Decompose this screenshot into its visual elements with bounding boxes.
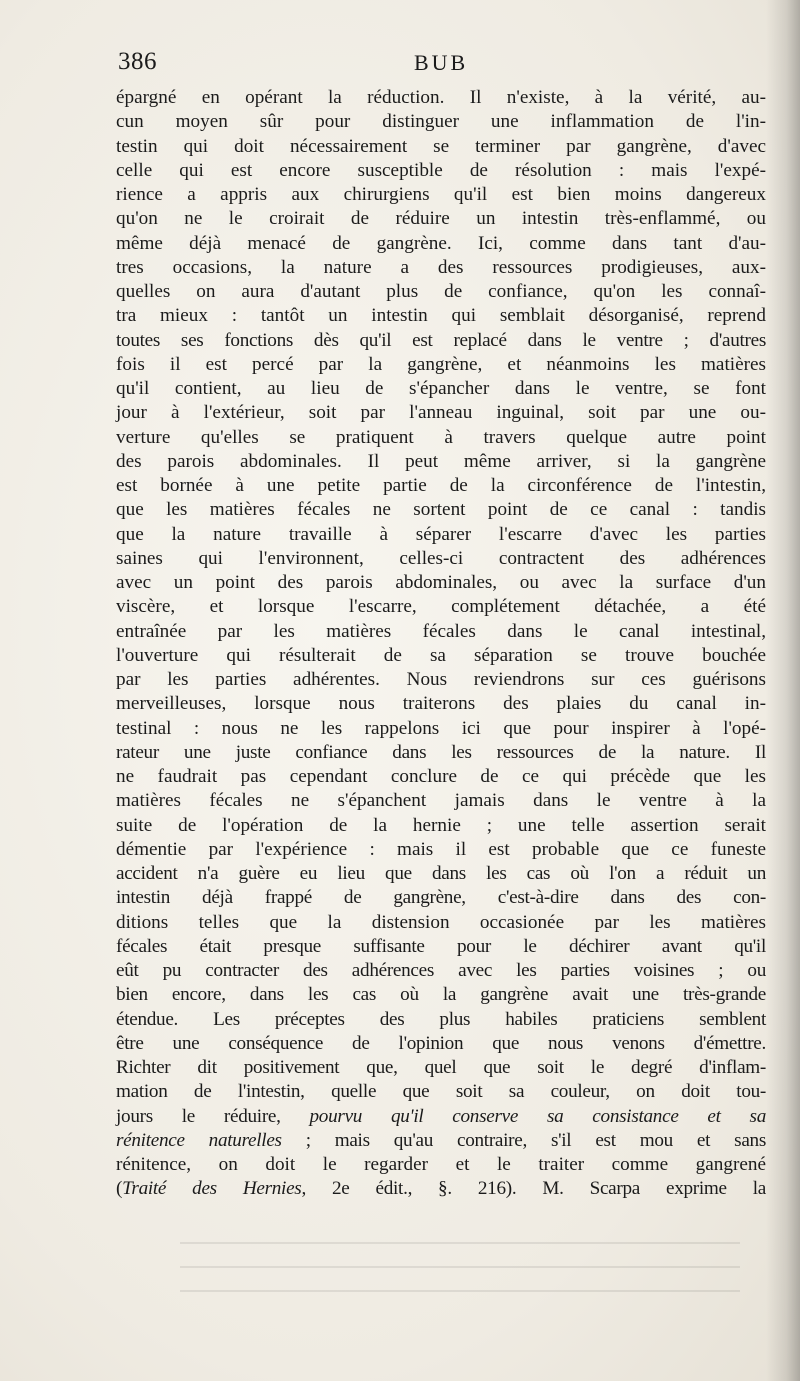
page-number: 386 xyxy=(118,48,157,75)
text-line: que la nature travaille à séparer l'escarre d'avec les parties xyxy=(116,523,766,545)
text-line: avec un point des parois abdominales, ou avec la surface d'un xyxy=(116,572,766,593)
body-text xyxy=(116,86,766,1202)
text-line: quelles on aura d'autant plus de confiance, qu'on les connaî- xyxy=(116,281,766,302)
text-line: démentie par l'expérience : mais il est probable que ce funeste xyxy=(116,838,766,860)
text-line xyxy=(116,1105,766,1129)
text-line: rénitence, on doit le regarder et le traiter comme gangrené xyxy=(116,1154,766,1175)
text-line: saines qui l'environnent, celles-ci contractent des adhérences xyxy=(116,547,766,569)
text-line: testin qui doit nécessairement se terminer par gangrène, d'avec xyxy=(116,135,766,157)
text-line xyxy=(116,1177,766,1201)
text-line: entraînée par les matières fécales dans le canal intestinal, xyxy=(116,620,766,642)
text-line: intestin déjà frappé de gangrène, c'est-à-dire dans des con- xyxy=(116,887,766,909)
text-line: celle qui est encore susceptible de résolution : mais l'expé- xyxy=(116,159,766,181)
italic-text: pourvu qu'il conserve sa consistance et sa xyxy=(309,1105,767,1127)
text-line: ne faudrait pas cependant conclure de ce qui précède que les xyxy=(116,766,766,787)
text-line: des parois abdominales. Il peut même arriver, si la gangrène xyxy=(116,450,766,472)
text-line: que les matières fécales ne sortent point de ce canal : tandis xyxy=(116,499,766,521)
text-line: Richter dit positivement que, quel que soit le degré d'inflam- xyxy=(116,1057,766,1078)
italic-text: rénitence naturelles xyxy=(116,1129,282,1151)
text-line: verture qu'elles se pratiquent à travers quelque autre point xyxy=(116,426,766,448)
text-line: rience a appris aux chirurgiens qu'il est bien moins dangereux xyxy=(116,184,766,205)
text-line: qu'on ne le croirait de réduire un intestin très-enflammé, ou xyxy=(116,208,766,230)
show-through-bleed xyxy=(180,1222,740,1292)
text-line: par les parties adhérentes. Nous reviendrons sur ces guérisons xyxy=(116,669,766,690)
text-line: toutes ses fonctions dès qu'il est replacé dans le ventre ; d'autres xyxy=(116,329,766,351)
text-line: suite de l'opération de la hernie ; une telle assertion serait xyxy=(116,814,766,836)
text-line: accident n'a guère eu lieu que dans les cas où l'on a réduit un xyxy=(116,863,766,884)
text-line: testinal : nous ne les rappelons ici que pour inspirer à l'opé- xyxy=(116,717,766,739)
text-line: ditions telles que la distension occasionée par les matières xyxy=(116,911,766,933)
line-text: jours le réduire, xyxy=(116,1105,310,1127)
text-line: cun moyen sûr pour distinguer une inflammation de l'in- xyxy=(116,111,766,133)
running-head: BUB xyxy=(414,50,469,75)
text-line: tres occasions, la nature a des ressources prodigieuses, aux- xyxy=(116,256,766,278)
text-line: même déjà menacé de gangrène. Ici, comme dans tant d'au- xyxy=(116,232,766,254)
text-line: être une conséquence de l'opinion que nous venons d'émettre. xyxy=(116,1032,766,1054)
text-line: fécales était presque suffisante pour le déchirer avant qu'il xyxy=(116,935,766,957)
text-line: merveilleuses, lorsque nous traiterons des plaies du canal in- xyxy=(116,693,766,715)
text-line: qu'il contient, au lieu de s'épancher dans le ventre, se font xyxy=(116,378,766,399)
text-line xyxy=(116,1129,766,1153)
text-line: tra mieux : tantôt un intestin qui semblait désorganisé, reprend xyxy=(116,305,766,327)
text-line: matières fécales ne s'épanchent jamais dans le ventre à la xyxy=(116,790,766,812)
text-line: épargné en opérant la réduction. Il n'existe, à la vérité, au- xyxy=(116,87,766,108)
text-line: est bornée à une petite partie de la circonférence de l'intestin, xyxy=(116,475,766,496)
page-gutter-shadow xyxy=(766,0,800,1381)
line-text: ( xyxy=(116,1178,123,1200)
text-line: mation de l'intestin, quelle que soit sa couleur, on doit tou- xyxy=(116,1081,766,1103)
text-line: bien encore, dans les cas où la gangrène avait une très-grande xyxy=(116,984,766,1006)
italic-text: Traité des Hernies xyxy=(122,1178,302,1200)
text-line: fois il est percé par la gangrène, et néanmoins les matières xyxy=(116,353,766,375)
text-line: étendue. Les préceptes des plus habiles praticiens semblent xyxy=(116,1008,766,1030)
line-text: ; mais qu'au contraire, s'il est mou et sans xyxy=(281,1129,766,1151)
text-line: l'ouverture qui résulterait de sa séparation se trouve bouchée xyxy=(116,644,766,666)
text-line: viscère, et lorsque l'escarre, complétement détachée, a été xyxy=(116,596,766,618)
line-text: , 2e édit., §. 216). M. Scarpa exprime la xyxy=(301,1178,767,1200)
text-line: rateur une juste confiance dans les ressources de la nature. Il xyxy=(116,741,766,763)
text-line: jour à l'extérieur, soit par l'anneau inguinal, soit par une ou- xyxy=(116,402,766,424)
page-header xyxy=(118,48,764,84)
text-line: eût pu contracter des adhérences avec les parties voisines ; ou xyxy=(116,960,766,981)
